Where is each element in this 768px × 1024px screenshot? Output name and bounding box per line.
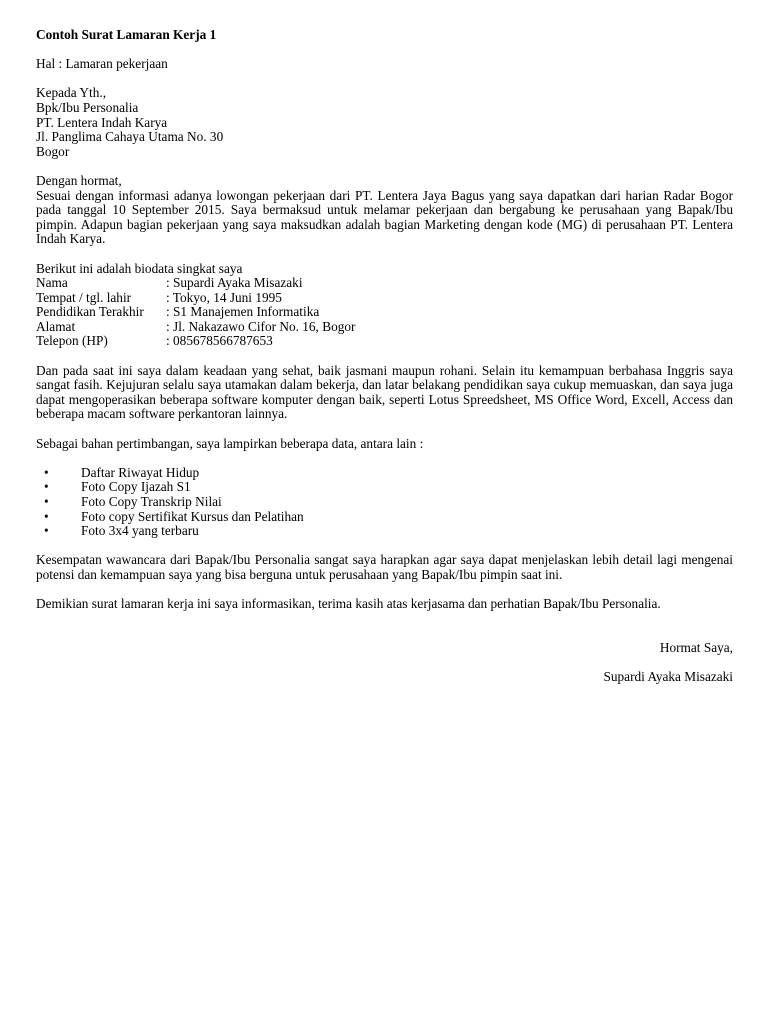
paragraph-qualifications: Dan pada saat ini saya dalam keadaan yang sehat, baik jasmani maupun rohani. Selain itu kemampuan berbahasa Inggris saya sangat fasih. Kejujuran selalu saya utamakan dalam bekerja, dan latar belakang pendidikan saya cukup memuaskan, dan saya juga dapat mengoperasikan beberapa software komputer dengan baik, seperti Lotus Spreedsheet, MS Office Word, Excell, Access dan beberapa macam software perkantoran lainnya. <box>36 362 733 422</box>
recipient-line: Bogor <box>36 143 70 159</box>
bio-label: Tempat / tgl. lahir <box>36 289 132 305</box>
recipient-line: Kepada Yth., <box>36 85 107 101</box>
bio-value: : Supardi Ayaka Misazaki <box>166 275 303 291</box>
signature-name: Supardi Ayaka Misazaki <box>603 669 733 685</box>
recipient-line: PT. Lentera Indah Karya <box>36 114 168 130</box>
bio-value: : S1 Manajemen Informatika <box>166 304 320 320</box>
recipient-block <box>36 86 733 159</box>
letter-subject: Hal : Lamaran pekerjaan <box>36 56 168 72</box>
bio-label: Alamat <box>36 318 76 334</box>
signoff: Hormat Saya, <box>659 639 733 655</box>
letter-title: Contoh Surat Lamaran Kerja 1 <box>36 27 217 42</box>
list-item: • Daftar Riwayat Hidup <box>81 466 733 481</box>
bio-row <box>36 276 733 291</box>
bio-value: : Jl. Nakazawo Cifor No. 16, Bogor <box>166 318 356 334</box>
bio-value: : Tokyo, 14 Juni 1995 <box>166 289 282 305</box>
recipient-line: Jl. Panglima Cahaya Utama No. 30 <box>36 129 224 145</box>
closing-text: Demikian surat lamaran kerja ini saya informasikan, terima kasih atas kerjasama dan perhatian Bapak/Ibu Personalia. <box>36 596 661 612</box>
attachments-list <box>36 466 733 539</box>
bio-label: Nama <box>36 275 68 291</box>
bio-row <box>36 291 733 306</box>
paragraph-intro: Sesuai dengan informasi adanya lowongan pekerjaan dari PT. Lentera Jaya Bagus yang saya dapatkan dari harian Radar Bogor pada tanggal 10 September 2015. Saya bermaksud untuk melamar pekerjaan dan bergabung ke perusahaan yang Bapak/Ibu pimpin. Adapun bagian pekerjaan yang saya maksudkan adalah bagian Marketing dengan kode (MG) di perusahaan PT. Lentera Indah Karya. <box>36 187 733 247</box>
list-item: • Foto Copy Transkrip Nilai <box>81 495 733 510</box>
bio-row <box>36 320 733 335</box>
list-item: • Foto Copy Ijazah S1 <box>81 480 733 495</box>
bio-intro: Berikut ini adalah biodata singkat saya <box>36 260 243 276</box>
list-item: • Foto 3x4 yang terbaru <box>81 524 733 539</box>
bio-row <box>36 334 733 349</box>
bio-value: : 085678566787653 <box>166 333 273 349</box>
bio-table <box>36 276 733 349</box>
greeting: Dengan hormat, <box>36 172 122 188</box>
recipient-line: Bpk/Ibu Personalia <box>36 99 139 115</box>
list-item: • Foto copy Sertifikat Kursus dan Pelatihan <box>81 510 733 525</box>
paragraph-interview: Kesempatan wawancara dari Bapak/Ibu Personalia sangat saya harapkan agar saya dapat menjelaskan lebih detail lagi mengenai potensi dan kemampuan saya yang bisa berguna untuk perusahaan yang Bapak/Ibu pimpin saat ini. <box>36 552 733 582</box>
bio-row <box>36 305 733 320</box>
bio-label: Telepon (HP) <box>36 333 108 349</box>
attachments-intro: Sebagai bahan pertimbangan, saya lampirkan beberapa data, antara lain : <box>36 435 424 451</box>
bio-label: Pendidikan Terakhir <box>36 304 144 320</box>
letter-content <box>36 28 733 685</box>
